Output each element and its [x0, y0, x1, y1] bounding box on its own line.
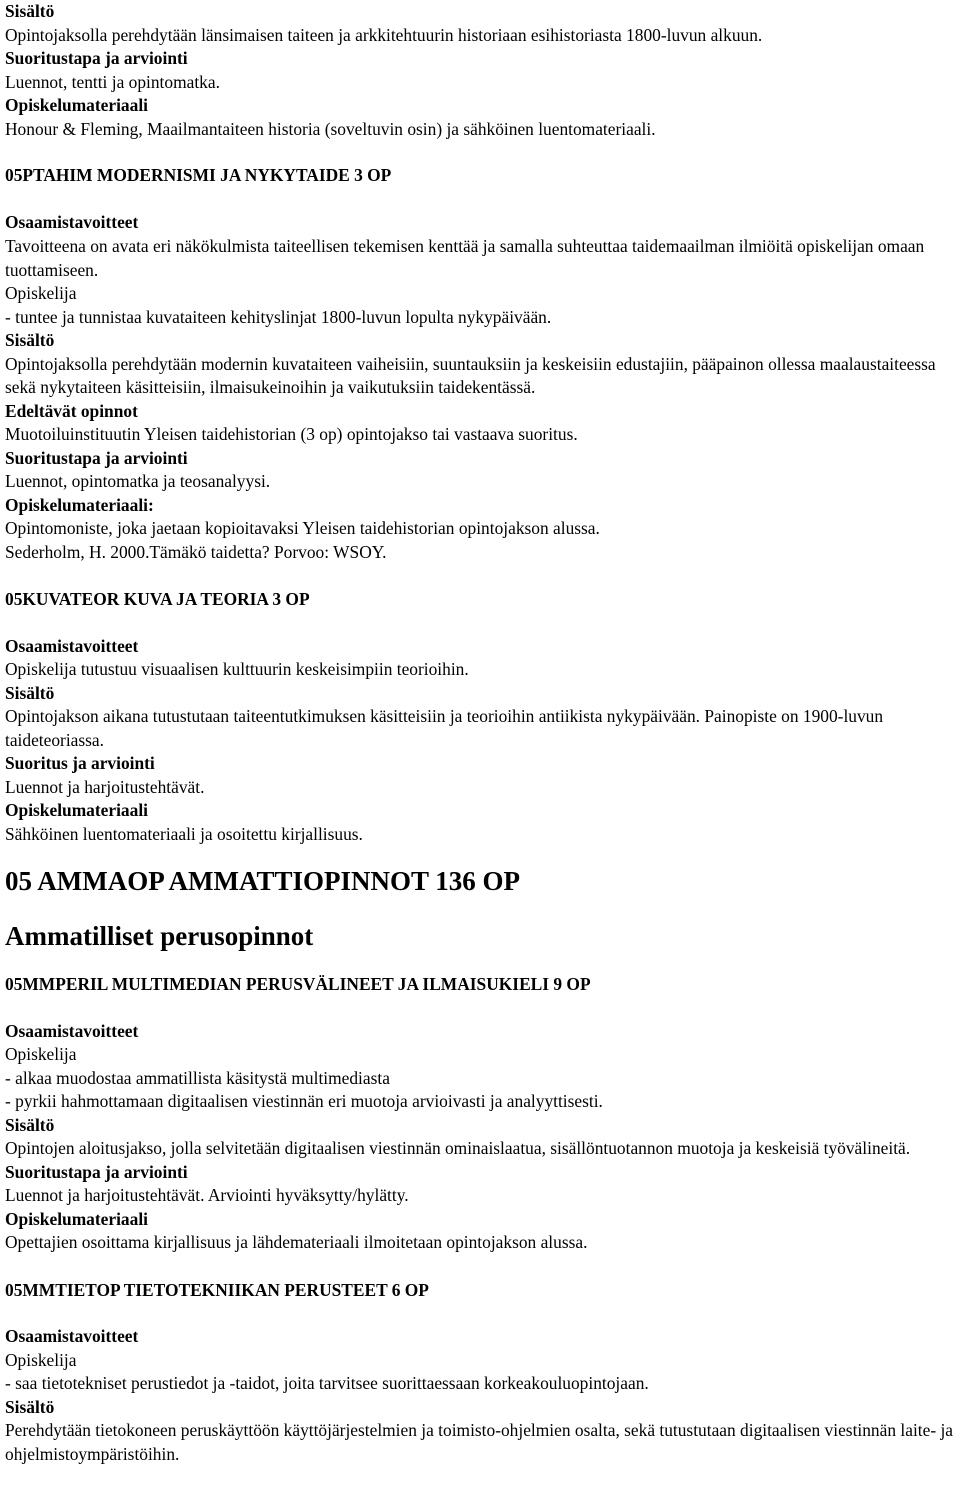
label-opiskelumateriaali: Opiskelumateriaali	[5, 1208, 148, 1229]
sub-heading: Ammatilliset perusopinnot	[5, 921, 314, 951]
text-opiskelija: - tuntee ja tunnistaa kuvataiteen kehityslinjat 1800-luvun lopulta nykypäivään.	[5, 306, 552, 327]
text-opiskelija-1: - alkaa muodostaa ammatillista käsitystä multimediasta	[5, 1067, 390, 1088]
label-suoritustapa: Suoritustapa ja arviointi	[5, 48, 188, 68]
text-suoritustapa: Luennot, tentti ja opintomatka.	[5, 71, 220, 92]
label-suoritustapa: Suoritustapa ja arviointi	[5, 447, 188, 468]
label-opiskelumateriaali: Opiskelumateriaali	[5, 800, 148, 820]
text-sisalto: Opintojaksolla perehdytään länsimaisen taiteen ja arkkitehtuurin historiaan esihistoriasta 1800-luvun alkuun.	[5, 24, 763, 45]
text-sisalto: Opintojen aloitusjakso, jolla selvitetään digitaalisen viestinnän ominaislaatua, sisällöntuotannon muotoja ja keskeisiä työvälineitä.	[5, 1138, 911, 1158]
label-suoritus: Suoritus ja arviointi	[5, 753, 155, 773]
section-tietotekniikka	[5, 1279, 960, 1467]
label-suoritustapa: Suoritustapa ja arviointi	[5, 1161, 188, 1182]
course-title: 05PTAHIM MODERNISMI JA NYKYTAIDE 3 OP	[5, 165, 392, 185]
main-heading: 05 AMMAOP AMMATTIOPINNOT 136 OP	[5, 866, 520, 896]
text-suoritustapa: Luennot, opintomatka ja teosanalyysi.	[5, 471, 271, 491]
course-title: 05MMPERIL MULTIMEDIAN PERUSVÄLINEET JA ILMAISUKIELI 9 OP	[5, 974, 591, 994]
course-title: 05MMTIETOP TIETOTEKNIIKAN PERUSTEET 6 OP	[5, 1279, 429, 1300]
text-opiskelija: - saa tietotekniset perustiedot ja -taidot, joita tarvitsee suorittaessaan korkeakouluopintojaan.	[5, 1373, 649, 1393]
section-modernismi	[5, 164, 960, 564]
text-opiskelumateriaali-1: Opintomoniste, joka jaetaan kopioitavaksi Yleisen taidehistorian opintojakson alussa.	[5, 518, 600, 538]
document-page	[5, 0, 960, 1466]
section-kuva-ja-teoria	[5, 588, 960, 846]
text-sisalto: Opintojaksolla perehdytään modernin kuvataiteen vaiheisiin, suuntauksiin ja keskeisiin edustajiin, pääpainon ollessa maalaustaiteessa sekä nykytaiteen käsitteisiin, ilmaisukeinoihin ja vaikutuksiin taidekentässä.	[5, 353, 936, 397]
course-title: 05KUVATEOR KUVA JA TEORIA 3 OP	[5, 589, 310, 609]
text-opiskelumateriaali-2: Sederholm, H. 2000.Tämäkö taidetta? Porvoo: WSOY.	[5, 541, 387, 562]
label-sisalto: Sisältö	[5, 1396, 55, 1417]
label-osaamistavoitteet: Osaamistavoitteet	[5, 211, 139, 232]
text-opiskelija-2: - pyrkii hahmottamaan digitaalisen viestinnän eri muotoja arvioivasti ja analyyttisesti.	[5, 1091, 603, 1111]
text-opiskelumateriaali: Sähköinen luentomateriaali ja osoitettu kirjallisuus.	[5, 823, 363, 844]
section-previous-course	[5, 0, 960, 141]
label-opiskelija: Opiskelija	[5, 1044, 77, 1064]
label-opiskelumateriaali: Opiskelumateriaali	[5, 95, 148, 115]
text-sisalto: Perehdytään tietokoneen peruskäyttöön käyttöjärjestelmien ja toimisto-ohjelmien osalta, sekä tutustutaan digitaalisen viestinnän laite- ja ohjelmistoympäristöihin.	[5, 1420, 954, 1464]
text-osaamistavoitteet: Tavoitteena on avata eri näkökulmista taiteellisen tekemisen kenttää ja samalla suhteuttaa taidemaailman ilmiöitä opiskelijan omaan tuottamiseen.	[5, 236, 925, 280]
text-suoritustapa: Luennot ja harjoitustehtävät. Arviointi hyväksytty/hylätty.	[5, 1185, 409, 1205]
label-opiskelumateriaali: Opiskelumateriaali:	[5, 494, 154, 515]
label-sisalto: Sisältö	[5, 330, 55, 350]
label-osaamistavoitteet: Osaamistavoitteet	[5, 1020, 139, 1041]
label-sisalto: Sisältö	[5, 1114, 55, 1135]
label-sisalto: Sisältö	[5, 1, 55, 21]
text-opiskelumateriaali: Opettajien osoittama kirjallisuus ja lähdemateriaali ilmoitetaan opintojakson alussa.	[5, 1232, 588, 1252]
text-edeltavat-opinnot: Muotoiluinstituutin Yleisen taidehistorian (3 op) opintojakso tai vastaava suoritus.	[5, 424, 578, 444]
label-osaamistavoitteet: Osaamistavoitteet	[5, 635, 139, 656]
label-opiskelija: Opiskelija	[5, 283, 77, 303]
section-ammattiopinnot-heading	[5, 866, 960, 951]
label-opiskelija: Opiskelija	[5, 1349, 77, 1370]
text-osaamistavoitteet: Opiskelija tutustuu visuaalisen kulttuurin keskeisimpiin teorioihin.	[5, 659, 469, 679]
label-edeltavat-opinnot: Edeltävät opinnot	[5, 400, 138, 421]
section-multimedia	[5, 973, 960, 1255]
label-sisalto: Sisältö	[5, 682, 55, 703]
text-sisalto: Opintojakson aikana tutustutaan taiteentutkimuksen käsitteisiin ja teorioihin antiikista nykypäivään. Painopiste on 1900-luvun taideteoriassa.	[5, 706, 884, 750]
text-opiskelumateriaali: Honour & Fleming, Maailmantaiteen historia (soveltuvin osin) ja sähköinen luentomateriaali.	[5, 118, 656, 139]
label-osaamistavoitteet: Osaamistavoitteet	[5, 1326, 139, 1346]
text-suoritus: Luennot ja harjoitustehtävät.	[5, 776, 205, 797]
